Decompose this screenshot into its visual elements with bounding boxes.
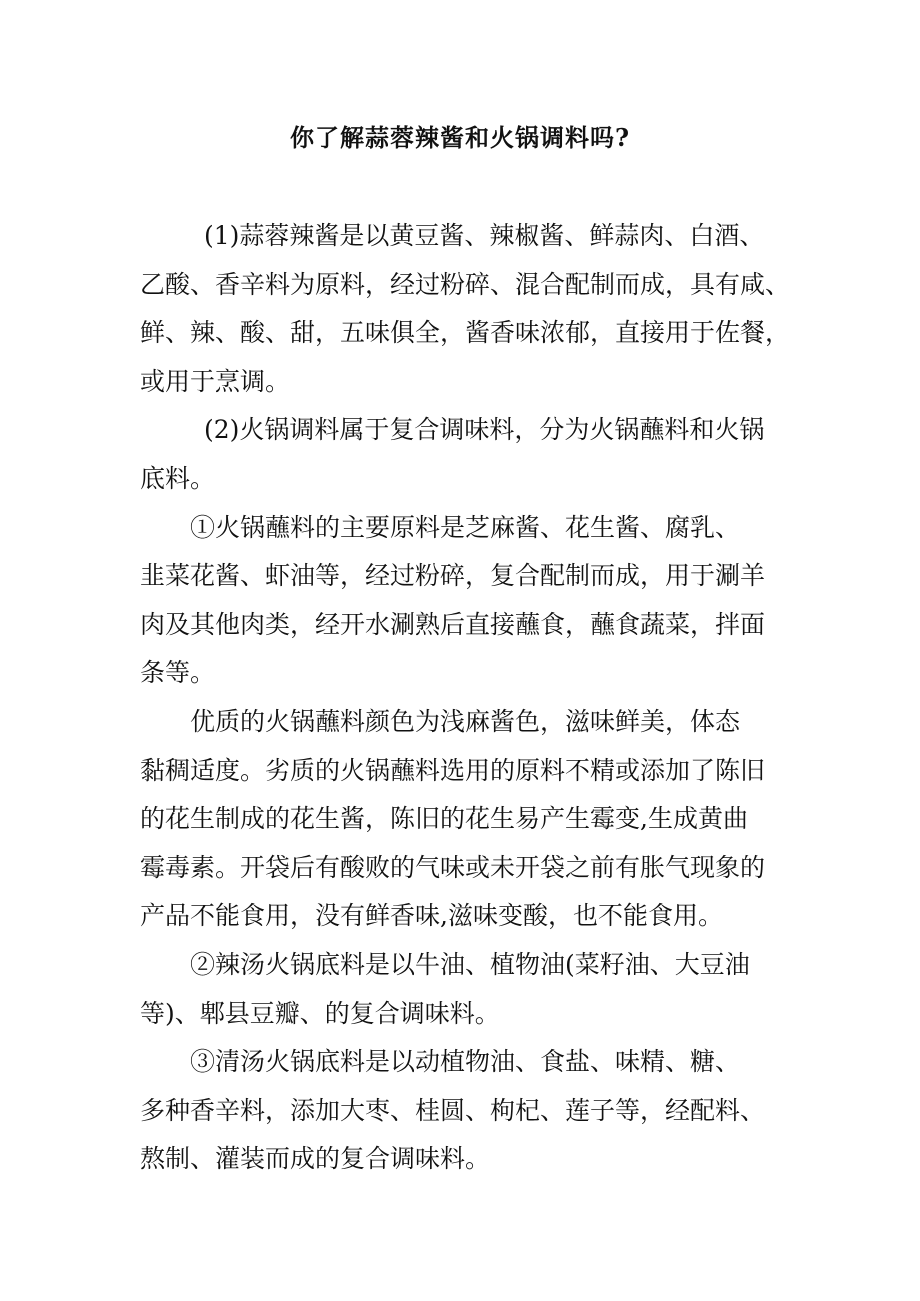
paragraph-garlic-chili-sauce (140, 212, 800, 406)
text-line: 或用于烹调。 (140, 366, 291, 396)
text-line: 霉毒素。开袋后有酸败的气味或未开袋之前有胀气现象的 (140, 852, 766, 882)
text-line: 韭菜花酱、虾油等，经过粉碎，复合配制而成，用于涮羊 (140, 561, 766, 591)
text-line: 鲜、辣、酸、甜，五味俱全，酱香味浓郁，直接用于佐餐， (140, 318, 791, 348)
text-line: 优质的火锅蘸料颜色为浅麻酱色，滋味鲜美，体态 (190, 706, 741, 736)
document-title: 你了解蒜蓉辣酱和火锅调料吗? (289, 123, 631, 152)
text-line: 的花生制成的花生酱，陈旧的花生易产生霉变,生成黄曲 (140, 804, 748, 834)
text-line: 条等。 (140, 658, 216, 688)
text-line: ①火锅蘸料的主要原料是芝麻酱、花生酱、腐乳、 (190, 512, 741, 542)
text-line: 乙酸、香辛料为原料，经过粉碎、混合配制而成，具有咸、 (140, 269, 791, 299)
paragraph-spicy-base (140, 941, 800, 1038)
paragraph-dipping-sauce (140, 504, 800, 698)
text-line: 多种香辛料，添加大枣、桂圆、枸杞、莲子等，经配料、 (140, 1095, 766, 1125)
text-line: 肉及其他肉类，经开水涮熟后直接蘸食，蘸食蔬菜，拌面 (140, 609, 766, 639)
text-line: (2)火锅调料属于复合调味料，分为火锅蘸料和火锅 (204, 415, 765, 445)
document-body (140, 212, 800, 1184)
text-line: ②辣汤火锅底料是以牛油、植物油(菜籽油、大豆油 (190, 949, 750, 979)
text-line: 产品不能食用，没有鲜香味,滋味变酸，也不能食用。 (140, 901, 723, 931)
text-line: 等)、郫县豆瓣、的复合调味料。 (140, 998, 500, 1028)
text-line: (1)蒜蓉辣酱是以黄豆酱、辣椒酱、鲜蒜肉、白酒、 (204, 221, 765, 250)
text-line: 熬制、灌装而成的复合调味料。 (140, 1144, 491, 1174)
paragraph-clear-base (140, 1038, 800, 1184)
text-line: 底料。 (140, 463, 216, 493)
paragraph-hotpot-seasoning (140, 406, 800, 503)
text-line: ③清汤火锅底料是以动植物油、食盐、味精、糖、 (190, 1047, 741, 1077)
text-line: 黏稠适度。劣质的火锅蘸料选用的原料不精或添加了陈旧 (140, 755, 766, 785)
paragraph-quality (140, 698, 800, 941)
